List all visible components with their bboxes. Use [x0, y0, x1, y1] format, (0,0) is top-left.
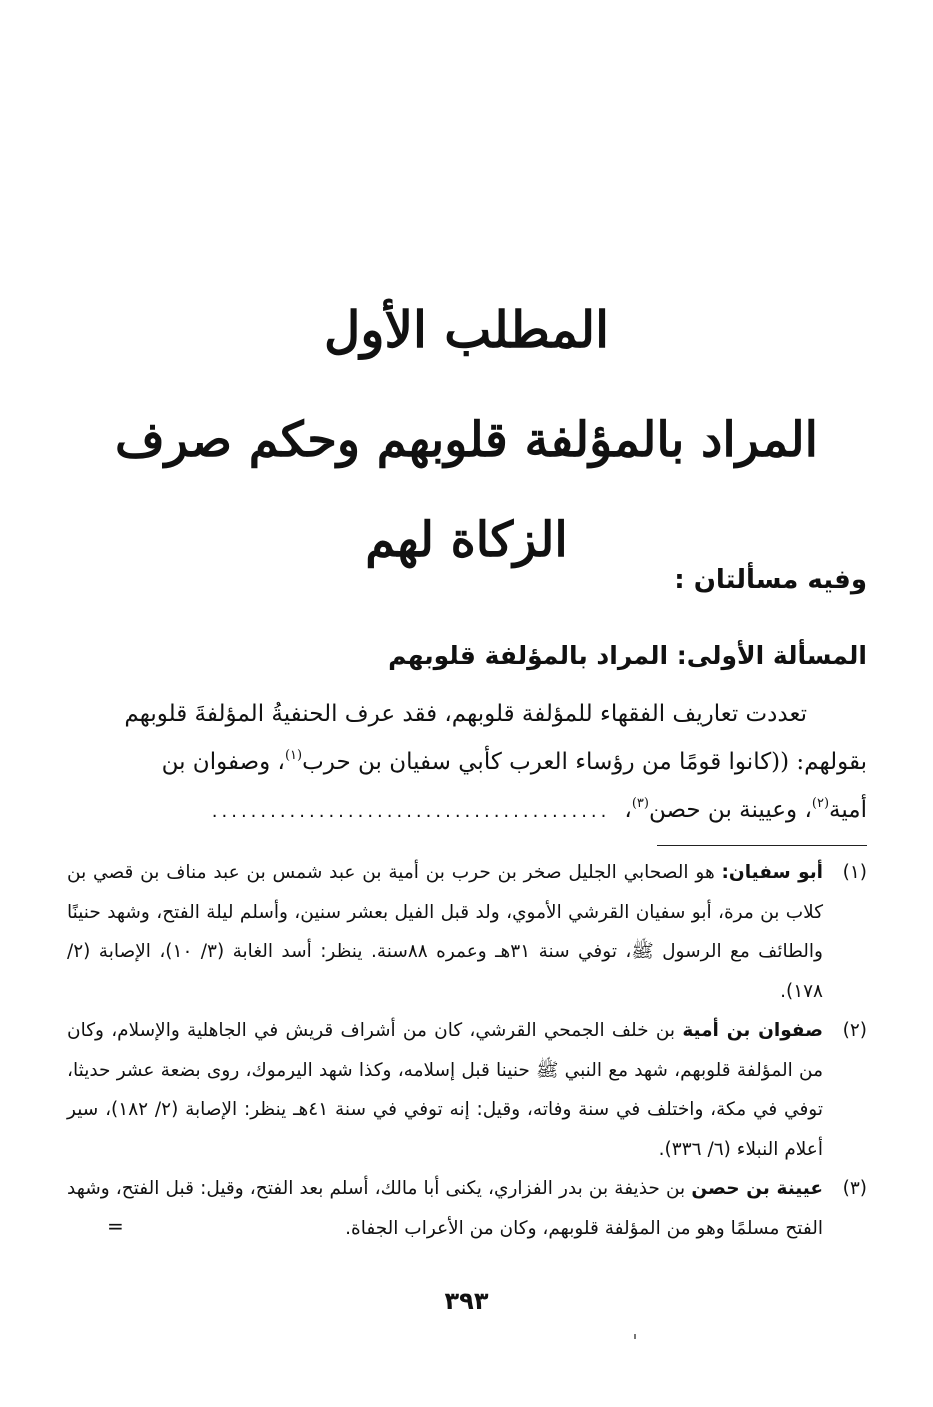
section-title: المطلب الأول — [324, 300, 609, 359]
body-text-segment: ، — [624, 797, 632, 823]
body-paragraph — [72, 690, 867, 836]
footnote-number: (١) — [842, 862, 867, 883]
footnote-text: بن حذيفة بن بدر الفزاري، يكنى أبا مالك، أسلم بعد الفتح، وقيل: قبل الفتح، وشهد الفتح مسلمًا وهو من المؤلفة قلوبهم، وكان من الأعراب الجفاة. — [67, 1178, 823, 1239]
body-text-segment: أمية — [829, 797, 867, 823]
continuation-mark: = — [107, 1213, 124, 1238]
footnote-item — [67, 1011, 867, 1169]
footnote-text: بن خلف الجمحي القرشي، كان من أشراف قريش في الجاهلية والإسلام، وكان من المؤلفة قلوبهم، شهد مع النبي ﷺ حنينا قبل إسلامه، وكذا شهد اليرموك، روى بضعة عشر حديثا، توفي في مكة، واختلف في سنة وفاته، وقيل: إنه توفي في سنة ٤١هـ ينظر: الإصابة (٢/ ١٨٢)، سير أعلام النبلاء (٦/ ٣٣٦). — [67, 1020, 823, 1160]
footnote-name: عيينة بن حصن — [691, 1178, 823, 1199]
body-text-segment: بقولهم: ((كانوا قومًا من رؤساء العرب كأبي سفيان بن حرب — [302, 749, 867, 775]
scan-speck — [634, 1334, 636, 1339]
footnote-separator — [657, 845, 867, 846]
body-text-segment: ، وعيينة بن حصن — [648, 797, 812, 823]
section-subtitle: المراد بالمؤلفة قلوبهم وحكم صرف الزكاة لهم — [115, 412, 818, 568]
issue-heading: المسألة الأولى: المراد بالمؤلفة قلوبهم — [388, 641, 867, 670]
footnote-name: أبو سفيان: — [721, 862, 823, 883]
footnotes — [67, 853, 867, 1248]
page-number: ٣٩٣ — [444, 1287, 489, 1315]
intro-heading: وفيه مسألتان : — [674, 565, 867, 595]
footnote-ref: (٢) — [811, 796, 830, 811]
body-line — [72, 786, 867, 836]
body-text-segment — [624, 786, 867, 834]
footnote-number: (٢) — [842, 1020, 867, 1041]
footnote-number: (٣) — [842, 1178, 867, 1199]
footnote-ref: (٣) — [631, 796, 649, 811]
footnote-name: صفوان بن أمية — [682, 1020, 824, 1041]
body-text-segment: ، وصفوان بن — [161, 749, 285, 775]
footnote-text: هو الصحابي الجليل صخر بن حرب بن أمية بن عبد شمس بن عبد مناف بن قصي بن كلاب بن مرة، أبو سفيان القرشي الأموي، ولد قبل الفيل بعشر سنين، وأسلم ليلة الفتح، وشهد حنينًا والطائف مع الرسول ﷺ، توفي سنة ٣١هـ وعمره ٨٨سنة. ينظر: أسد الغابة (٣/ ١٠)، الإصابة (٢/ ١٧٨). — [67, 862, 823, 1002]
footnote-item — [67, 853, 867, 1011]
continuation-dots: ......................................... — [211, 801, 611, 822]
footnote-ref: (١) — [284, 748, 303, 763]
body-line — [72, 738, 867, 786]
body-line: تعددت تعاريف الفقهاء للمؤلفة قلوبهم، فقد عرف الحنفيةُ المؤلفةَ قلوبهم — [124, 701, 807, 727]
footnote-item — [67, 1169, 867, 1248]
